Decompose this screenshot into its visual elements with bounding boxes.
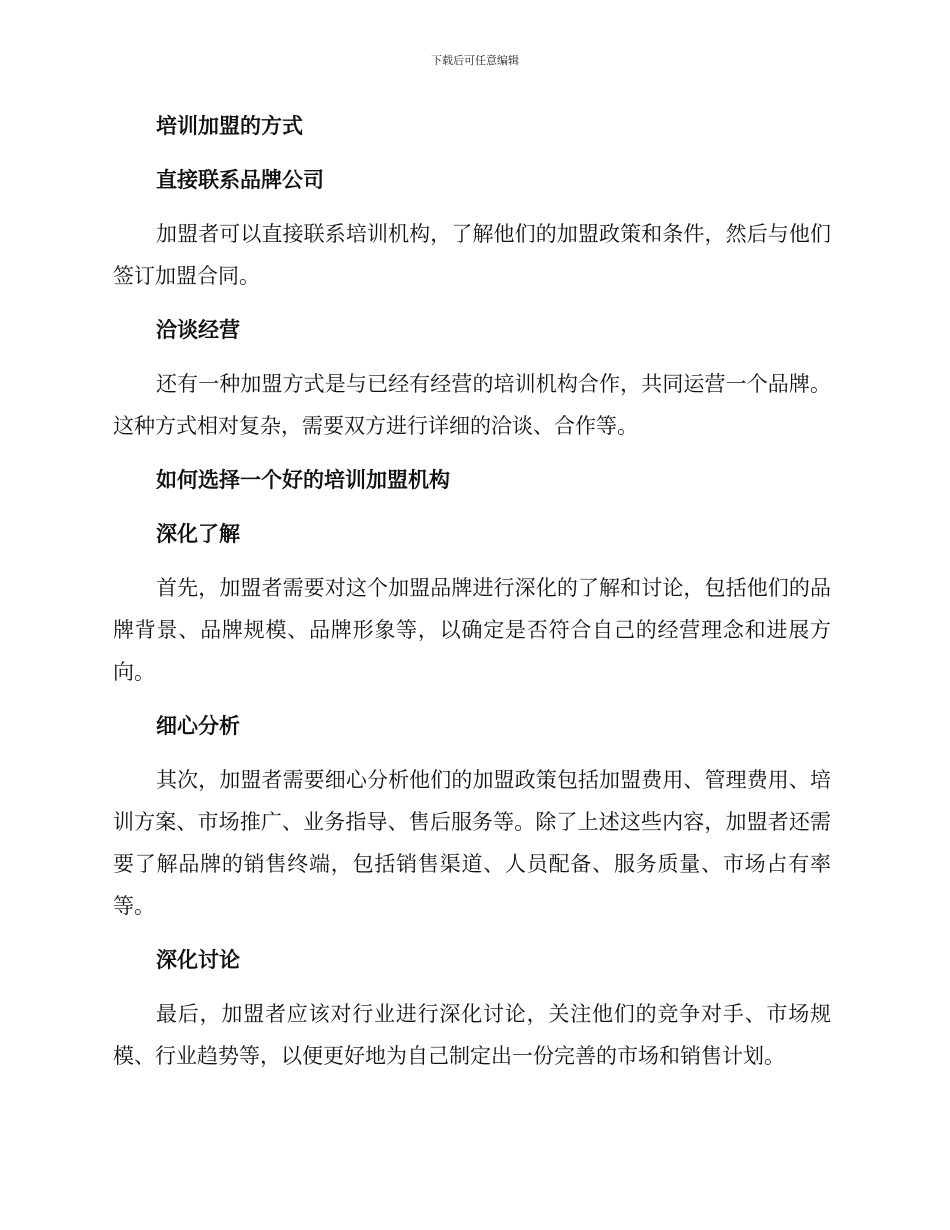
section-heading-franchise-methods: 培训加盟的方式 xyxy=(156,114,303,138)
subheading-deep-discussion: 深化讨论 xyxy=(156,948,240,972)
subheading-deep-understanding: 深化了解 xyxy=(156,522,240,546)
section-heading-choose-institution: 如何选择一个好的培训加盟机构 xyxy=(156,468,450,492)
paragraph-deep-understanding: 首先，加盟者需要对这个加盟品牌进行深化的了解和讨论，包括他们的品牌背景、品牌规模、品牌形象等，以确定是否符合自己的经营理念和进展方向。 xyxy=(113,576,831,684)
document-body xyxy=(113,105,831,1089)
subheading-contact-brand: 直接联系品牌公司 xyxy=(156,168,324,192)
paragraph-careful-analysis: 其次，加盟者需要细心分析他们的加盟政策包括加盟费用、管理费用、培训方案、市场推广、业务指导、售后服务等。除了上述这些内容，加盟者还需要了解品牌的销售终端，包括销售渠道、人员配备、服务质量、市场占有率等。 xyxy=(113,768,831,918)
subheading-careful-analysis: 细心分析 xyxy=(156,714,240,738)
paragraph-deep-discussion: 最后，加盟者应该对行业进行深化讨论，关注他们的竞争对手、市场规模、行业趋势等，以便更好地为自己制定出一份完善的市场和销售计划。 xyxy=(113,1002,831,1068)
subheading-negotiation: 洽谈经营 xyxy=(156,318,240,342)
paragraph-contact-brand: 加盟者可以直接联系培训机构，了解他们的加盟政策和条件，然后与他们签订加盟合同。 xyxy=(113,222,831,288)
paragraph-negotiation: 还有一种加盟方式是与已经有经营的培训机构合作，共同运营一个品牌。这种方式相对复杂，需要双方进行详细的洽谈、合作等。 xyxy=(113,372,831,438)
header-note: 下载后可任意编辑 xyxy=(431,54,519,67)
